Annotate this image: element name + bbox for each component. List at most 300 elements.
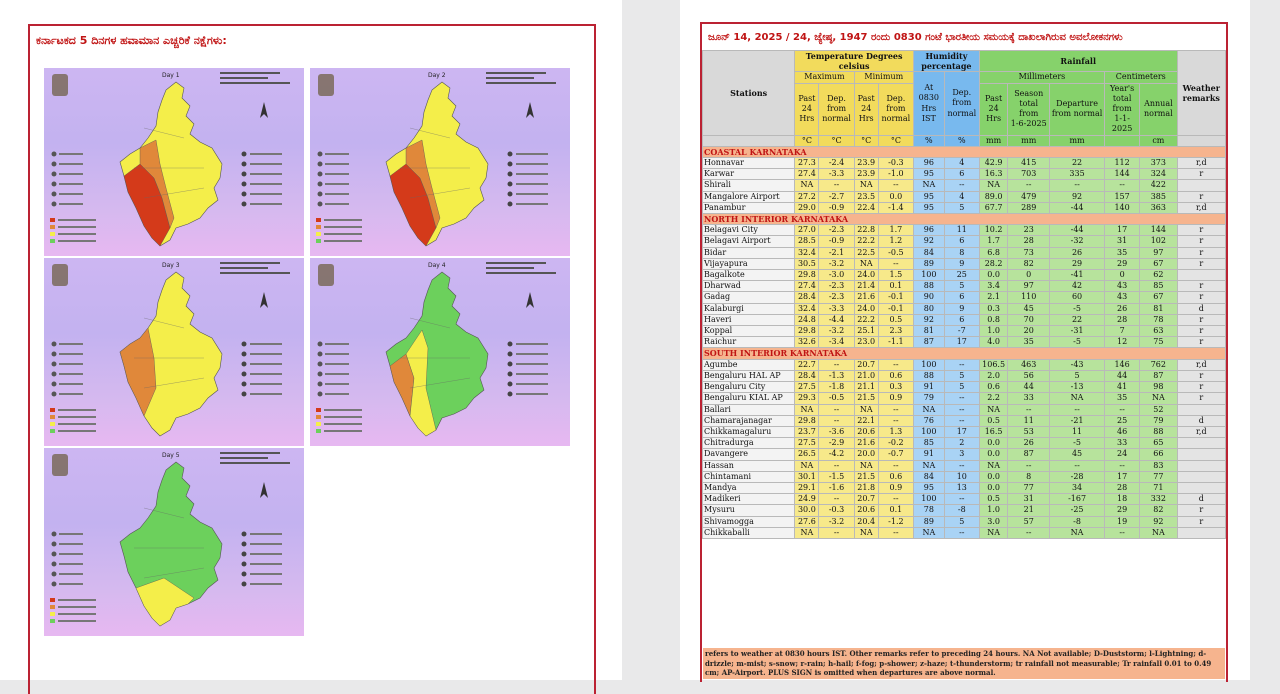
table-cell: 87: [913, 337, 944, 348]
table-cell: -2.7: [819, 191, 854, 202]
header-minimum: Minimum: [854, 72, 913, 83]
table-cell: 11: [1008, 415, 1050, 426]
table-cell: 33: [1008, 393, 1050, 404]
table-cell: 23.9: [854, 169, 878, 180]
station-name: Chikkaballi: [703, 527, 795, 538]
table-cell: 13: [944, 482, 979, 493]
table-cell: -3.4: [819, 337, 854, 348]
table-cell: 89.0: [979, 191, 1007, 202]
table-cell: 26: [1050, 247, 1105, 258]
table-cell: -0.1: [878, 292, 913, 303]
table-cell: 12: [1105, 337, 1140, 348]
map-day-label: Day 1: [162, 72, 180, 79]
table-cell: -0.9: [819, 236, 854, 247]
table-cell: 1.0: [979, 505, 1007, 516]
table-cell: -4.2: [819, 449, 854, 460]
station-name: Vijayapura: [703, 258, 795, 269]
table-cell: 26: [1008, 438, 1050, 449]
table-cell: r: [1177, 247, 1225, 258]
station-name: Shirali: [703, 180, 795, 191]
table-cell: 21: [1008, 505, 1050, 516]
table-cell: 2.3: [878, 326, 913, 337]
table-cell: 6: [944, 236, 979, 247]
table-cell: 66: [1140, 449, 1177, 460]
header-stations: Stations: [703, 51, 795, 136]
table-cell: -5: [1050, 438, 1105, 449]
table-cell: 0.9: [878, 393, 913, 404]
table-cell: 84: [913, 247, 944, 258]
table-row: [703, 438, 1226, 449]
table-cell: [1177, 471, 1225, 482]
table-cell: -0.5: [819, 393, 854, 404]
station-name: Belagavi City: [703, 225, 795, 236]
right-page-title: ಜೂನ್ 14, 2025 / 24, ಜ್ಯೇಷ್ಠ, 1947 ರಂದು 0830 ಗಂಟೆ ಭಾರತೀಯ ಸಮಯಕ್ಕೆ ದಾಖಲಾಗಿರುವ ಅವಲೋಕನಗಳು: [708, 32, 1123, 43]
table-cell: 21.1: [854, 382, 878, 393]
table-cell: 31: [1008, 494, 1050, 505]
table-cell: NA: [795, 527, 819, 538]
table-cell: -2.3: [819, 281, 854, 292]
table-cell: 0.5: [878, 314, 913, 325]
table-cell: 29.8: [795, 415, 819, 426]
table-cell: --: [878, 359, 913, 370]
table-cell: 112: [1105, 158, 1140, 169]
table-cell: 77: [1140, 471, 1177, 482]
table-cell: 96: [913, 158, 944, 169]
table-row: [703, 247, 1226, 258]
table-cell: 22.1: [854, 415, 878, 426]
table-cell: -2.4: [819, 158, 854, 169]
header-max-dep: Dep. from normal: [819, 83, 854, 135]
section-name: NORTH INTERIOR KARNATAKA: [703, 214, 1226, 225]
table-cell: --: [819, 404, 854, 415]
table-cell: NA: [979, 527, 1007, 538]
table-cell: -1.2: [878, 516, 913, 527]
warning-map-day-2: [310, 68, 570, 256]
table-cell: 97: [1008, 281, 1050, 292]
table-cell: NA: [854, 404, 878, 415]
table-cell: 95: [913, 202, 944, 213]
table-cell: r: [1177, 505, 1225, 516]
table-cell: r: [1177, 370, 1225, 381]
table-cell: 762: [1140, 359, 1177, 370]
table-cell: 22.2: [854, 236, 878, 247]
table-cell: 21.8: [854, 482, 878, 493]
table-cell: 67: [1140, 258, 1177, 269]
table-cell: 32.6: [795, 337, 819, 348]
table-cell: -43: [1050, 359, 1105, 370]
table-cell: 29: [1050, 258, 1105, 269]
table-row: [703, 337, 1226, 348]
table-cell: 77: [1008, 482, 1050, 493]
table-cell: 6: [944, 314, 979, 325]
table-cell: 79: [913, 393, 944, 404]
table-cell: 17: [944, 337, 979, 348]
table-cell: 0.1: [878, 505, 913, 516]
table-cell: -21: [1050, 415, 1105, 426]
table-row: [703, 225, 1226, 236]
table-cell: 100: [913, 494, 944, 505]
table-cell: r: [1177, 516, 1225, 527]
table-cell: 10: [944, 471, 979, 482]
table-cell: 0.0: [979, 482, 1007, 493]
table-cell: 23.7: [795, 426, 819, 437]
table-cell: 26: [1105, 303, 1140, 314]
station-name: Bengaluru KIAL AP: [703, 393, 795, 404]
station-name: Dharwad: [703, 281, 795, 292]
table-cell: 100: [913, 270, 944, 281]
table-cell: -1.5: [819, 471, 854, 482]
table-cell: NA: [854, 527, 878, 538]
table-cell: 28.4: [795, 292, 819, 303]
table-cell: 24: [1105, 449, 1140, 460]
table-row: [703, 191, 1226, 202]
table-cell: 20.7: [854, 494, 878, 505]
table-cell: 16.3: [979, 169, 1007, 180]
table-cell: --: [819, 494, 854, 505]
table-cell: 57: [1008, 516, 1050, 527]
table-row: [703, 236, 1226, 247]
table-cell: 35: [1105, 393, 1140, 404]
unit-mm: mm: [1050, 135, 1105, 146]
table-cell: -1.8: [819, 382, 854, 393]
table-cell: -2.3: [819, 225, 854, 236]
table-cell: 18: [1105, 494, 1140, 505]
table-cell: 479: [1008, 191, 1050, 202]
header-hum-dep: Dep. from normal: [944, 72, 979, 135]
table-cell: 0.0: [979, 471, 1007, 482]
table-cell: 25.1: [854, 326, 878, 337]
table-cell: 96: [913, 225, 944, 236]
table-cell: 79: [1140, 415, 1177, 426]
table-cell: --: [1105, 180, 1140, 191]
table-cell: NA: [913, 180, 944, 191]
table-cell: 9: [944, 258, 979, 269]
table-cell: -0.1: [878, 303, 913, 314]
table-row: [703, 326, 1226, 337]
header-min-past24: Past 24 Hrs: [854, 83, 878, 135]
section-name: COASTAL KARNATAKA: [703, 146, 1226, 157]
table-cell: 324: [1140, 169, 1177, 180]
table-cell: 1.7: [979, 236, 1007, 247]
table-footnote: refers to weather at 0830 hours IST. Other remarks refer to preceding 24 hours. NA Not available; D-Duststorm; l-Lightning; d-drizzle; m-mist; s-snow; r-rain; h-hail; f-fog; p-shower; z-haze; t-thunderstorm; tr rainfall not measurable; Tr rainfall 0.01 to 0.49 cm; AP-Airport. PLUS SIGN is omitted when departures are above normal.: [703, 648, 1225, 679]
table-cell: --: [878, 527, 913, 538]
table-cell: 21.5: [854, 471, 878, 482]
left-page-title: ಕರ್ನಾಟಕದ 5 ದಿನಗಳ ಹವಾಮಾನ ಎಚ್ಚರಿಕೆ ನಕ್ಷೆಗಳು:: [36, 34, 227, 47]
table-cell: 26.5: [795, 449, 819, 460]
table-cell: --: [819, 527, 854, 538]
table-cell: 0.0: [878, 191, 913, 202]
table-cell: 85: [913, 438, 944, 449]
station-name: Bagalkote: [703, 270, 795, 281]
table-cell: --: [944, 527, 979, 538]
table-row: [703, 449, 1226, 460]
table-cell: 78: [913, 505, 944, 516]
station-name: Shivamogga: [703, 516, 795, 527]
table-cell: [1177, 438, 1225, 449]
table-cell: 146: [1105, 359, 1140, 370]
table-cell: r: [1177, 258, 1225, 269]
unit-c: °C: [819, 135, 854, 146]
table-cell: --: [944, 393, 979, 404]
header-at0830: At 0830 Hrs IST: [913, 72, 944, 135]
table-cell: 4: [944, 191, 979, 202]
table-cell: --: [1008, 527, 1050, 538]
table-cell: 27.5: [795, 438, 819, 449]
karnataka-map: [310, 258, 570, 446]
warning-map-day-5: [44, 448, 304, 636]
unit-c: °C: [854, 135, 878, 146]
table-cell: 29.3: [795, 393, 819, 404]
table-cell: 1.2: [878, 236, 913, 247]
table-row: [703, 415, 1226, 426]
table-cell: 85: [1140, 281, 1177, 292]
table-cell: 78: [1140, 314, 1177, 325]
table-cell: [1177, 482, 1225, 493]
table-cell: -1.3: [819, 370, 854, 381]
table-cell: 43: [1105, 281, 1140, 292]
table-cell: 16.5: [979, 426, 1007, 437]
table-cell: 22.5: [854, 247, 878, 258]
table-cell: -32: [1050, 236, 1105, 247]
table-cell: 5: [944, 382, 979, 393]
table-cell: 20.4: [854, 516, 878, 527]
table-cell: -3.2: [819, 516, 854, 527]
table-cell: 31: [1105, 236, 1140, 247]
table-cell: r: [1177, 225, 1225, 236]
karnataka-map: [44, 258, 304, 446]
table-cell: 29: [1105, 505, 1140, 516]
table-cell: -13: [1050, 382, 1105, 393]
table-cell: -3.2: [819, 326, 854, 337]
table-cell: 0.8: [979, 314, 1007, 325]
table-cell: -4.4: [819, 314, 854, 325]
table-cell: r: [1177, 393, 1225, 404]
table-cell: -1.0: [878, 169, 913, 180]
section-header-row: [703, 348, 1226, 359]
table-row: [703, 426, 1226, 437]
table-cell: 46: [1105, 426, 1140, 437]
table-cell: 28: [1105, 482, 1140, 493]
table-cell: 0.3: [878, 382, 913, 393]
table-cell: 1.7: [878, 225, 913, 236]
table-cell: 97: [1140, 247, 1177, 258]
table-cell: 21.5: [854, 393, 878, 404]
table-cell: NA: [795, 180, 819, 191]
table-cell: 43: [1105, 292, 1140, 303]
table-cell: NA: [1050, 393, 1105, 404]
table-cell: [1177, 460, 1225, 471]
table-cell: 332: [1140, 494, 1177, 505]
table-cell: 0.5: [979, 494, 1007, 505]
table-cell: 157: [1105, 191, 1140, 202]
table-cell: 0.1: [878, 281, 913, 292]
table-row: [703, 202, 1226, 213]
table-cell: NA: [913, 460, 944, 471]
station-name: Mandya: [703, 482, 795, 493]
table-cell: -44: [1050, 202, 1105, 213]
table-row: [703, 471, 1226, 482]
table-cell: 23.9: [854, 158, 878, 169]
header-min-dep: Dep. from normal: [878, 83, 913, 135]
table-row: [703, 516, 1226, 527]
table-cell: -2.9: [819, 438, 854, 449]
table-row: [703, 382, 1226, 393]
table-cell: -2.1: [819, 247, 854, 258]
table-cell: NA: [979, 404, 1007, 415]
table-cell: --: [1008, 404, 1050, 415]
table-row: [703, 270, 1226, 281]
header-millimeters: Millimeters: [979, 72, 1104, 83]
table-cell: r: [1177, 314, 1225, 325]
table-cell: 88: [913, 281, 944, 292]
table-cell: 6.8: [979, 247, 1007, 258]
table-cell: 34: [1050, 482, 1105, 493]
table-cell: -25: [1050, 505, 1105, 516]
table-row: [703, 303, 1226, 314]
table-cell: 42: [1050, 281, 1105, 292]
table-cell: 21.0: [854, 370, 878, 381]
section-header-row: [703, 146, 1226, 157]
table-cell: 56: [1008, 370, 1050, 381]
unit-mm: mm: [1008, 135, 1050, 146]
table-cell: 70: [1008, 314, 1050, 325]
table-cell: 32.4: [795, 247, 819, 258]
table-row: [703, 292, 1226, 303]
table-cell: -0.5: [878, 247, 913, 258]
header-temperature: Temperature Degrees celsius: [795, 51, 914, 72]
table-cell: 100: [913, 426, 944, 437]
table-cell: 0: [1008, 270, 1050, 281]
table-cell: 385: [1140, 191, 1177, 202]
unit-c: °C: [795, 135, 819, 146]
table-cell: -0.3: [819, 505, 854, 516]
table-cell: 2.1: [979, 292, 1007, 303]
header-remarks: Weather remarks: [1177, 51, 1225, 136]
table-cell: --: [878, 180, 913, 191]
table-cell: 60: [1050, 292, 1105, 303]
table-cell: 21.6: [854, 438, 878, 449]
table-cell: 29.0: [795, 202, 819, 213]
table-cell: 30.5: [795, 258, 819, 269]
table-cell: 2.2: [979, 393, 1007, 404]
table-cell: 83: [1140, 460, 1177, 471]
table-cell: r: [1177, 236, 1225, 247]
warning-map-day-1: [44, 68, 304, 256]
table-cell: r: [1177, 337, 1225, 348]
unit-pct: %: [913, 135, 944, 146]
table-cell: --: [819, 359, 854, 370]
table-cell: [1177, 449, 1225, 460]
table-cell: --: [1105, 460, 1140, 471]
table-row: [703, 370, 1226, 381]
table-cell: NA: [854, 180, 878, 191]
table-cell: 19: [1105, 516, 1140, 527]
table-cell: -167: [1050, 494, 1105, 505]
table-cell: 3: [944, 449, 979, 460]
table-cell: 29.8: [795, 326, 819, 337]
table-cell: 1.0: [979, 326, 1007, 337]
table-cell: 11: [944, 225, 979, 236]
table-cell: --: [944, 180, 979, 191]
table-cell: -5: [1050, 303, 1105, 314]
table-cell: -3.6: [819, 426, 854, 437]
table-cell: NA: [854, 460, 878, 471]
station-name: Hassan: [703, 460, 795, 471]
table-cell: 24.9: [795, 494, 819, 505]
station-name: Honnavar: [703, 158, 795, 169]
table-cell: 28.5: [795, 236, 819, 247]
table-cell: --: [1105, 527, 1140, 538]
table-cell: 23.0: [854, 337, 878, 348]
table-cell: r,d: [1177, 202, 1225, 213]
unit-cm: cm: [1140, 135, 1177, 146]
header-centimeters: Centimeters: [1105, 72, 1178, 83]
station-name: Belagavi Airport: [703, 236, 795, 247]
table-cell: 22.2: [854, 314, 878, 325]
table-cell: 27.4: [795, 281, 819, 292]
table-cell: 1.5: [878, 270, 913, 281]
station-name: Koppal: [703, 326, 795, 337]
table-cell: [1177, 270, 1225, 281]
table-cell: --: [944, 415, 979, 426]
table-cell: NA: [795, 460, 819, 471]
observations-table: [702, 50, 1226, 539]
table-cell: 95: [913, 482, 944, 493]
section-header-row: [703, 214, 1226, 225]
table-cell: 22.8: [854, 225, 878, 236]
table-cell: 53: [1008, 426, 1050, 437]
table-cell: 22: [1050, 158, 1105, 169]
table-cell: 25: [1105, 415, 1140, 426]
map-day-label: Day 2: [428, 72, 446, 79]
table-cell: 17: [1105, 225, 1140, 236]
table-cell: 29.1: [795, 482, 819, 493]
table-cell: --: [944, 359, 979, 370]
station-name: Chintamani: [703, 471, 795, 482]
table-cell: 24.0: [854, 270, 878, 281]
table-cell: -7: [944, 326, 979, 337]
table-cell: -1.1: [878, 337, 913, 348]
table-cell: 0.6: [878, 370, 913, 381]
table-cell: 335: [1050, 169, 1105, 180]
header-humidity: Humidity percentage: [913, 51, 979, 72]
table-cell: 23.5: [854, 191, 878, 202]
table-cell: 87: [1008, 449, 1050, 460]
table-cell: 82: [1008, 258, 1050, 269]
table-cell: NA: [913, 404, 944, 415]
map-day-label: Day 5: [162, 452, 180, 459]
table-cell: --: [1008, 180, 1050, 191]
table-cell: 81: [913, 326, 944, 337]
table-cell: 0.6: [979, 382, 1007, 393]
table-cell: 27.2: [795, 191, 819, 202]
table-cell: 92: [913, 236, 944, 247]
table-cell: 91: [913, 382, 944, 393]
table-cell: 28: [1008, 236, 1050, 247]
table-cell: 20.6: [854, 505, 878, 516]
table-row: [703, 460, 1226, 471]
table-cell: 0.9: [878, 482, 913, 493]
table-cell: r: [1177, 292, 1225, 303]
station-name: Raichur: [703, 337, 795, 348]
table-cell: 21.6: [854, 292, 878, 303]
station-name: Chikkamagaluru: [703, 426, 795, 437]
header-years-total: Year's total from 1-1-2025: [1105, 83, 1140, 135]
table-cell: r: [1177, 169, 1225, 180]
table-cell: [1177, 180, 1225, 191]
table-cell: 41: [1105, 382, 1140, 393]
table-cell: 87: [1140, 370, 1177, 381]
